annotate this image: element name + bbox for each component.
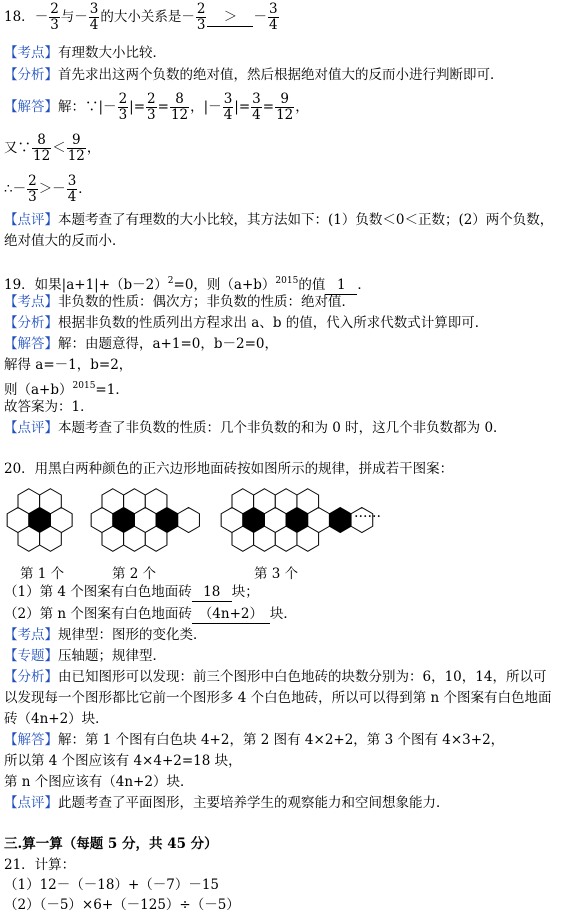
answer-blank: ＞ (207, 8, 253, 27)
hexagon-figures (0, 484, 572, 564)
black-hex-tile (329, 508, 351, 533)
q20-fenxi: 【分析】由已知图形可以发现：前三个图形中白色地砖的块数分别为：6，10，14，所以可 (4, 669, 547, 685)
caption-figure-1: 第 1 个 (20, 566, 65, 582)
q18-you: 又∵ $\frac{8}{12}$ ＜ $\frac{9}{12}$ ， (4, 132, 101, 164)
q21-part1: （1）12－（－18）+（－7）－15 (4, 877, 220, 893)
q20-jieda-3: 第 n 个图应该有（4n+2）块． (4, 774, 194, 790)
white-hex-tile (178, 508, 200, 533)
q20-jieda-2: 所以第 4 个图应该有 4×4+2=18 块， (4, 753, 242, 769)
q18-jieda: 【解答】解：∵|－ $\frac{2}{3}$ |= $\frac{2}{3}$ = $\frac{8}{12}$ ，|－ $\frac{3}{4}$ |= $\frac{3}{4}$ = $\frac{9}{12}$ ， (4, 91, 309, 123)
q18-dianping-2: 绝对值大的反而小． (4, 233, 126, 249)
q19-dianping: 【点评】本题考查了非负数的性质：几个非负数的和为 0 时，这几个非负数都为 0． (4, 420, 507, 436)
ellipsis: …… (354, 505, 381, 521)
q19-answer: 故答案为：1． (4, 399, 94, 415)
caption-figure-2: 第 2 个 (112, 566, 157, 582)
section-title: 三.算一算（每题 5 分，共 45 分） (4, 836, 218, 852)
answer-blank: 18 (192, 583, 232, 602)
q20-part1: （1）第 4 个图案有白色地面砖 18 块； (4, 584, 259, 600)
q20-part2: （2）第 n 个图案有白色地面砖 （4n+2） 块． (4, 606, 297, 622)
q18-so: ∴－ $\frac{2}{3}$ ＞－ $\frac{3}{4}$ ． (4, 173, 92, 205)
q20-dianping: 【点评】此题考查了平面图形，主要培养学生的观察能力和空间想象能力． (4, 795, 450, 811)
q19-jieda: 【解答】解：由题意得，a+1=0，b－2=0， (4, 336, 278, 352)
q21-title: 21．计算： (4, 857, 76, 873)
q20-question: 20．用黑白两种颜色的正六边形地面砖按如图所示的规律，拼成若干图案： (4, 461, 454, 477)
q20-jieda: 【解答】解：第 1 个图有白色块 4+2，第 2 图有 4×2+2，第 3 个图有 4×3+2， (4, 732, 505, 748)
q19-kaodian: 【考点】非负数的性质：偶次方；非负数的性质：绝对值． (4, 294, 355, 310)
q18-fenxi: 【分析】首先求出这两个负数的绝对值，然后根据绝对值大的反而小进行判断即可． (4, 67, 504, 83)
caption-figure-3: 第 3 个 (254, 566, 299, 582)
q18-dianping: 【点评】本题考查了有理数的大小比较，其方法如下：(1）负数＜0＜正数；(2）两个负数， (4, 212, 554, 228)
answer-blank: （4n+2） (192, 605, 270, 624)
q19-question: 19．如果$|a+1|+(b-2)^2=0$，则$(a+b)^{2015}$的值 1 ． (4, 276, 371, 293)
q18-line1: 18．－ $\frac{2}{3}$ 与－ $\frac{3}{4}$ 的大小关系是－ $\frac{2}{3}$ ＞ － $\frac{3}{4}$ (4, 1, 278, 33)
q19-solve: 解得 a=－1，b=2， (4, 357, 133, 373)
q21-part2: （2）（－5）×6+（－125）÷（－5） (4, 897, 240, 913)
q19-then: 则$(a+b)^{2015}=1$． (4, 381, 129, 398)
answer-blank: 1 (325, 276, 357, 295)
q20-fenxi-3: 砖（4n+2）块． (4, 711, 109, 727)
q20-kaodian: 【考点】规律型：图形的变化类． (4, 627, 207, 643)
q20-zhuanti: 【专题】压轴题；规律型． (4, 648, 166, 664)
q18-kaodian: 【考点】有理数大小比较． (4, 45, 166, 61)
q20-fenxi-2: 以发现每一个图形都比它前一个图形多 4 个白色地砖，所以可以得到第 n 个图案有白色地面 (4, 690, 552, 706)
frac: $\frac{2}{3}$ (50, 1, 59, 33)
q19-fenxi: 【分析】根据非负数的性质列出方程求出 a、b 的值，代入所求代数式计算即可． (4, 315, 489, 331)
